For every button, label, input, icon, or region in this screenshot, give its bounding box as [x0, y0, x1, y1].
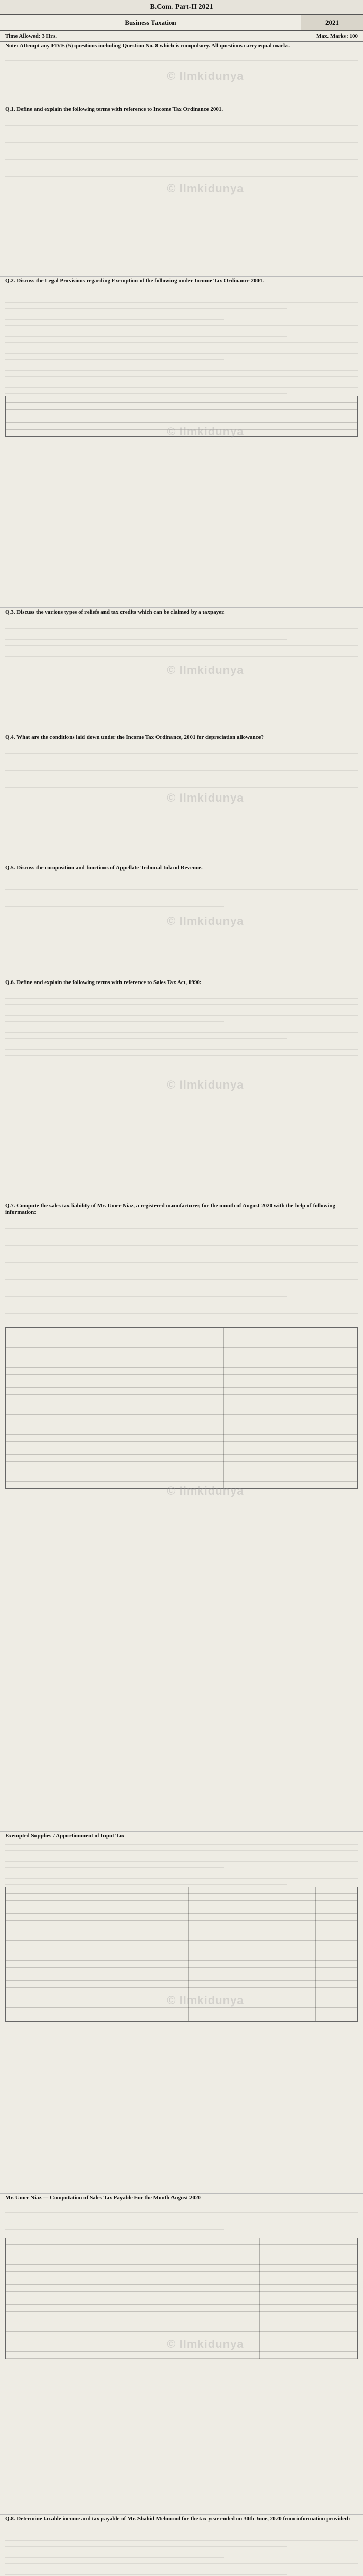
subject-badge: 2021	[301, 15, 363, 30]
table-row	[6, 2305, 357, 2312]
paper-body	[0, 42, 363, 2576]
text-line	[5, 777, 358, 782]
text-line	[5, 1264, 287, 1268]
question-title: Q.4. What are the conditions laid down under the Income Tax Ordinance, 2001 for depreciation allowance?	[5, 734, 264, 740]
question-title: Note: Attempt any FIVE (5) questions including Question No. 8 which is compulsory. All questions carry equal marks.	[5, 43, 290, 49]
answer-tag	[5, 872, 358, 878]
question-section	[0, 863, 363, 978]
text-line	[5, 1235, 287, 1240]
text-line	[5, 772, 224, 776]
answer-tag	[5, 2523, 358, 2530]
table-row	[6, 1334, 357, 1341]
text-line	[5, 891, 287, 895]
text-line	[5, 56, 358, 61]
question-section	[0, 277, 363, 608]
table-row	[6, 2292, 357, 2298]
text-line	[5, 338, 358, 343]
text-line	[5, 1028, 358, 1033]
text-line	[5, 2553, 224, 2558]
text-line	[5, 652, 358, 657]
question-section	[0, 733, 363, 863]
text-line	[5, 155, 358, 160]
text-line	[5, 1309, 358, 1314]
watermark-logo: © Ilmkidunya	[167, 664, 244, 676]
question-section	[0, 608, 363, 733]
text-line	[5, 166, 358, 171]
time-allowed: Time Allowed: 3 Hrs.	[5, 33, 57, 39]
text-line	[5, 344, 358, 348]
table-row	[6, 2265, 357, 2272]
text-line	[5, 1247, 224, 1251]
watermark-logo: © Ilmkidunya	[167, 1994, 244, 2007]
question-title: Q.5. Discuss the composition and functions of Appellate Tribunal Inland Revenue.	[5, 865, 203, 871]
table-row	[6, 1901, 357, 1907]
watermark-logo: © Ilmkidunya	[167, 182, 244, 195]
text-line	[5, 1034, 287, 1039]
question-section	[0, 2515, 363, 2576]
table-row	[6, 1961, 357, 1968]
text-line	[5, 2225, 224, 2230]
text-line	[5, 1023, 358, 1027]
table-row	[6, 1468, 357, 1475]
text-line	[5, 1852, 287, 1856]
text-line	[5, 50, 358, 55]
text-line	[5, 641, 358, 646]
text-line	[5, 1298, 358, 1302]
text-line	[5, 1281, 358, 1285]
text-line	[5, 749, 358, 754]
answer-tag	[5, 617, 358, 623]
text-line	[5, 1857, 358, 1862]
watermark-logo: © Ilmkidunya	[167, 70, 244, 82]
course-title: B.Com. Part-II 2021	[0, 0, 363, 15]
watermark-logo: © Ilmkidunya	[167, 425, 244, 438]
watermark-logo: © Ilmkidunya	[167, 2337, 244, 2350]
text-line	[5, 121, 358, 126]
text-line	[5, 383, 358, 388]
answer-tag	[5, 1217, 358, 1223]
text-line	[5, 1275, 358, 1280]
text-line	[5, 1051, 358, 1056]
text-line	[5, 2202, 358, 2207]
text-line	[5, 1057, 224, 1061]
text-line	[5, 885, 358, 890]
watermark-logo: © Ilmkidunya	[167, 1484, 244, 1497]
text-line	[5, 332, 287, 337]
text-line	[5, 1045, 358, 1050]
text-line	[5, 766, 358, 771]
text-line	[5, 647, 224, 651]
text-line	[5, 62, 287, 66]
table-row	[6, 2352, 357, 2359]
table-row	[6, 1354, 357, 1361]
text-line	[5, 1869, 358, 1873]
max-marks: Max. Marks: 100	[316, 33, 358, 39]
table-row	[6, 396, 357, 403]
text-line	[5, 1006, 287, 1010]
text-line	[5, 1303, 358, 1308]
text-line	[5, 783, 358, 788]
table-row	[6, 1435, 357, 1442]
table-row	[6, 1421, 357, 1428]
table-row	[6, 1954, 357, 1961]
text-line	[5, 149, 358, 154]
text-line	[5, 1292, 287, 1297]
text-line	[5, 755, 358, 759]
watermark-logo: © Ilmkidunya	[167, 914, 244, 927]
table-row	[6, 2312, 357, 2318]
table-row	[6, 1462, 357, 1468]
text-line	[5, 1011, 358, 1016]
text-line	[5, 879, 358, 884]
question-section	[0, 1832, 363, 2194]
text-line	[5, 355, 224, 360]
watermark-logo: © Ilmkidunya	[167, 1078, 244, 1091]
table-row	[6, 1981, 357, 1988]
text-line	[5, 2542, 287, 2547]
text-line	[5, 327, 358, 331]
text-line	[5, 1269, 358, 1274]
text-line	[5, 2231, 358, 2235]
question-title: Exempted Supplies / Apportionment of Input Tax	[5, 1833, 125, 1839]
table-row	[6, 2238, 357, 2245]
text-line	[5, 372, 358, 377]
answer-tag	[5, 114, 358, 120]
question-title: Q.8. Determine taxable income and tax payable of Mr. Shahid Mehmood for the tax year ended on 30th June, 2020 from information provided:	[5, 2516, 350, 2522]
table-column-rule	[259, 2238, 260, 2359]
text-line	[5, 298, 358, 303]
table-row	[6, 1348, 357, 1354]
table-row	[6, 1974, 357, 1981]
text-line	[5, 2219, 358, 2224]
computation-table	[5, 1327, 358, 1489]
question-section	[0, 105, 363, 277]
table-row	[6, 2272, 357, 2278]
text-line	[5, 1840, 358, 1845]
text-line	[5, 172, 358, 177]
text-line	[5, 389, 287, 394]
text-line	[5, 1286, 224, 1291]
answer-tag	[5, 742, 358, 748]
table-row	[6, 1448, 357, 1455]
table-row	[6, 2008, 357, 2014]
question-title: Q.1. Define and explain the following terms with reference to Income Tax Ordinance 2001.	[5, 106, 223, 112]
text-line	[5, 144, 224, 148]
text-line	[5, 366, 358, 371]
text-line	[5, 760, 287, 765]
text-line	[5, 994, 358, 999]
text-line	[5, 321, 358, 326]
text-line	[5, 1040, 358, 1044]
table-row	[6, 2258, 357, 2265]
table-row	[6, 1381, 357, 1388]
table-row	[6, 1914, 357, 1921]
question-section	[0, 1201, 363, 1832]
table-row	[6, 1887, 357, 1894]
text-line	[5, 635, 287, 640]
table-row	[6, 1401, 357, 1408]
time-marks-row	[0, 31, 363, 42]
text-line	[5, 161, 287, 165]
question-section	[0, 978, 363, 1201]
table-row	[6, 1408, 357, 1415]
subject-title: Business Taxation	[125, 19, 176, 26]
answer-tag	[5, 285, 358, 292]
text-line	[5, 1863, 224, 1868]
text-line	[5, 304, 287, 309]
text-line	[5, 2536, 358, 2541]
text-line	[5, 1320, 287, 1325]
text-line	[5, 293, 358, 297]
table-row	[6, 416, 357, 423]
table-row	[6, 2318, 357, 2325]
text-line	[5, 1230, 358, 1234]
question-section	[0, 42, 363, 105]
table-row	[6, 2285, 357, 2292]
text-line	[5, 2531, 358, 2535]
table-row	[6, 2278, 357, 2285]
table-row	[6, 2014, 357, 2021]
question-title: Q.3. Discuss the various types of reliefs and tax credits which can be claimed by a taxpayer.	[5, 609, 225, 615]
text-line	[5, 1846, 358, 1851]
question-title: Q.6. Define and explain the following terms with reference to Sales Tax Act, 1990:	[5, 979, 202, 986]
table-row	[6, 1341, 357, 1348]
text-line	[5, 2559, 358, 2564]
text-line	[5, 1224, 358, 1229]
text-line	[5, 132, 287, 137]
text-line	[5, 2548, 358, 2552]
table-row	[6, 1968, 357, 1974]
table-row	[6, 2325, 357, 2332]
table-row	[6, 403, 357, 410]
table-row	[6, 2298, 357, 2305]
table-row	[6, 1455, 357, 1462]
question-title: Mr. Umer Niaz — Computation of Sales Tax Payable For the Month August 2020	[5, 2195, 201, 2201]
text-line	[5, 1880, 287, 1885]
text-line	[5, 127, 358, 131]
table-row	[6, 1941, 357, 1947]
text-line	[5, 1258, 358, 1263]
answer-tag	[5, 987, 358, 993]
text-line	[5, 315, 224, 320]
text-line	[5, 1252, 358, 1257]
table-row	[6, 1375, 357, 1381]
table-row	[6, 1428, 357, 1435]
text-line	[5, 896, 358, 901]
table-row	[6, 2251, 357, 2258]
table-row	[6, 1328, 357, 1334]
text-line	[5, 2565, 358, 2569]
text-line	[5, 2208, 358, 2213]
text-line	[5, 138, 358, 143]
text-line	[5, 902, 224, 907]
table-row	[6, 410, 357, 416]
question-title: Q.2. Discuss the Legal Provisions regarding Exemption of the following under Income Tax Ordinance 2001.	[5, 278, 264, 284]
text-line	[5, 630, 358, 634]
text-line	[5, 310, 358, 314]
table-row	[6, 1415, 357, 1421]
table-row	[6, 1395, 357, 1401]
paper-header	[0, 0, 363, 31]
question-title: Q.7. Compute the sales tax liability of Mr. Umer Niaz, a registered manufacturer, for the month of August 2020 with the help of following information:	[5, 1202, 336, 1215]
table-row	[6, 1921, 357, 1927]
table-row	[6, 1368, 357, 1375]
table-row	[6, 1475, 357, 1482]
text-line	[5, 361, 287, 365]
text-line	[5, 2214, 287, 2218]
text-line	[5, 1315, 358, 1319]
table-row	[6, 1442, 357, 1448]
table-row	[6, 2245, 357, 2251]
text-line	[5, 378, 358, 382]
table-column-rule	[315, 1887, 316, 2021]
table-row	[6, 1934, 357, 1941]
question-section	[0, 2194, 363, 2515]
table-row	[6, 1947, 357, 1954]
text-line	[5, 624, 358, 629]
table-row	[6, 1894, 357, 1901]
text-line	[5, 1874, 358, 1879]
text-line	[5, 2570, 287, 2575]
table-row	[6, 1388, 357, 1395]
text-line	[5, 1000, 358, 1005]
table-row	[6, 1361, 357, 1368]
text-line	[5, 1017, 224, 1022]
text-line	[5, 349, 358, 354]
text-line	[5, 1241, 358, 1246]
table-column-rule	[223, 1328, 224, 1488]
watermark-logo: © Ilmkidunya	[167, 791, 244, 804]
table-row	[6, 1907, 357, 1914]
table-row	[6, 1927, 357, 1934]
